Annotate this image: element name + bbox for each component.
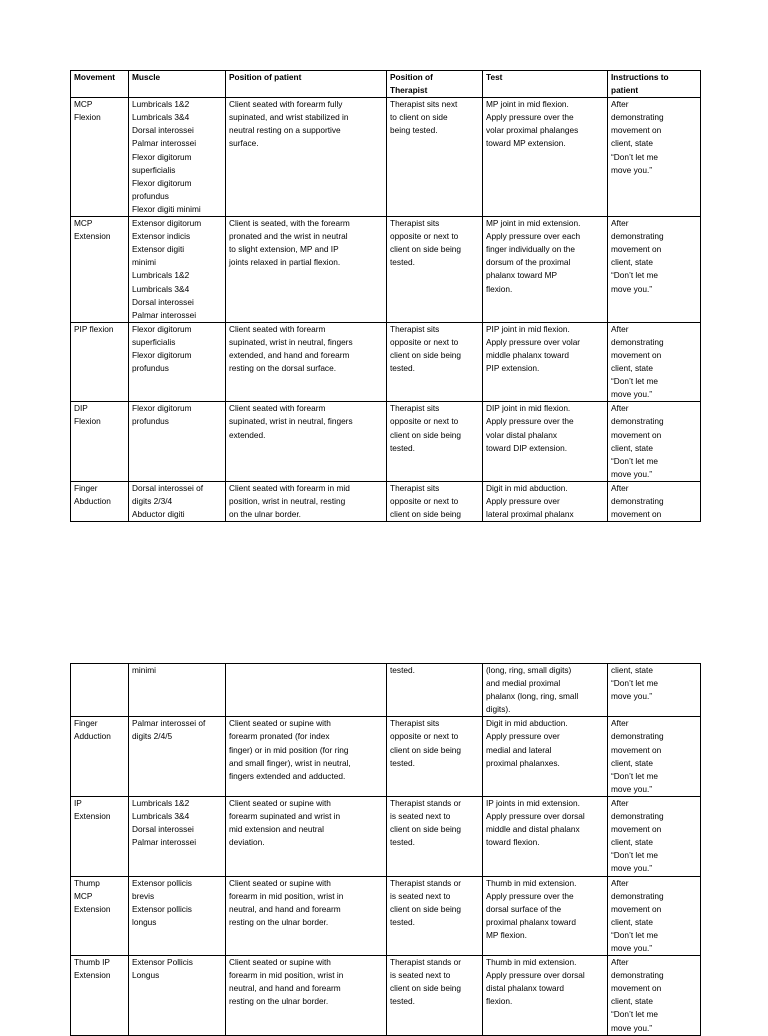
instructions-cell: After demonstrating movement on client, state “Don’t let me move you.” [608,717,701,797]
instructions-cell: client, state “Don’t let me move you.” [608,664,701,717]
muscle-cell: Palmar interossei of digits 2/4/5 [129,717,226,797]
header-position-of-patient: Position of patient [226,71,387,98]
table-row [71,217,701,323]
table-page-2-viewport [60,655,720,1033]
instructions-cell: After demonstrating movement on client, state “Don’t let me move you.” [608,217,701,323]
muscle-cell: Dorsal interossei of digits 2/3/4 Abductor digiti [129,481,226,521]
instructions-cell: After demonstrating movement on client, state “Don’t let me move you.” [608,796,701,876]
table-row [71,402,701,482]
header-muscle: Muscle [129,71,226,98]
header-instructions-to-patient: Instructions to patient [608,71,701,98]
patient-position-cell: Client is seated, with the forearm pronated and the wrist in neutral to slight extension, MP and IP joints relaxed in partial flexion. [226,217,387,323]
therapist-position-cell: tested. [387,664,483,717]
movement-cell: Thumb IP Extension [71,956,129,1036]
table-row [71,322,701,402]
header-movement: Movement [71,71,129,98]
patient-position-cell: Client seated or supine with forearm pronated (for index finger) or in mid position (for ring and small finger), wrist in neutral, fingers extended and adducted. [226,717,387,797]
muscle-cell: minimi [129,664,226,717]
header-test: Test [483,71,608,98]
table-row [71,664,701,717]
table-header-row [71,71,701,98]
test-cell: Thumb in mid extension. Apply pressure over the dorsal surface of the proximal phalanx toward MP flexion. [483,876,608,956]
test-cell: MP joint in mid flexion. Apply pressure over the volar proximal phalanges toward MP extension. [483,98,608,217]
patient-position-cell: Client seated or supine with forearm supinated and wrist in mid extension and neutral deviation. [226,796,387,876]
test-cell: IP joints in mid extension. Apply pressure over dorsal middle and distal phalanx toward flexion. [483,796,608,876]
movement-cell: IP Extension [71,796,129,876]
instructions-cell: After demonstrating movement on client, state “Don’t let me move you.” [608,98,701,217]
patient-position-cell: Client seated with forearm supinated, wrist in neutral, fingers extended. [226,402,387,482]
movement-cell: Thump MCP Extension [71,876,129,956]
muscle-cell: Lumbricals 1&2 Lumbricals 3&4 Dorsal interossei Palmar interossei [129,796,226,876]
patient-position-cell: Client seated or supine with forearm in mid position, wrist in neutral, and hand and forearm resting on the ulnar border. [226,956,387,1036]
muscle-test-table-page-1 [70,70,701,522]
movement-cell: MCP Flexion [71,98,129,217]
instructions-cell: After demonstrating movement on client, state “Don’t let me move you.” [608,956,701,1036]
test-cell: (long, ring, small digits) and medial proximal phalanx (long, ring, small digits). [483,664,608,717]
test-cell: PIP joint in mid flexion. Apply pressure over volar middle phalanx toward PIP extension. [483,322,608,402]
instructions-cell: After demonstrating movement on [608,481,701,521]
therapist-position-cell: Therapist sits next to client on side being tested. [387,98,483,217]
instructions-cell: After demonstrating movement on client, state “Don’t let me move you.” [608,402,701,482]
header-position-of-therapist: Position of Therapist [387,71,483,98]
table-row [71,481,701,521]
muscle-cell: Extensor digitorum Extensor indicis Extensor digiti minimi Lumbricals 1&2 Lumbricals 3&4 Dorsal interossei Palmar interossei [129,217,226,323]
therapist-position-cell: Therapist sits opposite or next to client on side being tested. [387,402,483,482]
test-cell: Digit in mid abduction. Apply pressure over medial and lateral proximal phalanxes. [483,717,608,797]
movement-cell: Finger Abduction [71,481,129,521]
instructions-cell: After demonstrating movement on client, state “Don’t let me move you.” [608,876,701,956]
patient-position-cell [226,664,387,717]
therapist-position-cell: Therapist sits opposite or next to client on side being tested. [387,322,483,402]
patient-position-cell: Client seated with forearm supinated, wrist in neutral, fingers extended, and hand and forearm resting on the dorsal surface. [226,322,387,402]
movement-cell: Finger Adduction [71,717,129,797]
table-page-1-viewport [60,60,720,518]
test-cell: Digit in mid abduction. Apply pressure over lateral proximal phalanx [483,481,608,521]
table-row [71,876,701,956]
muscle-cell: Lumbricals 1&2 Lumbricals 3&4 Dorsal interossei Palmar interossei Flexor digitorum superficialis Flexor digitorum profundus Flexor digiti minimi [129,98,226,217]
muscle-cell: Extensor pollicis brevis Extensor pollicis longus [129,876,226,956]
patient-position-cell: Client seated with forearm in mid position, wrist in neutral, resting on the ulnar border. [226,481,387,521]
table-row [71,717,701,797]
therapist-position-cell: Therapist stands or is seated next to client on side being tested. [387,876,483,956]
table-row [71,796,701,876]
table-row [71,956,701,1036]
therapist-position-cell: Therapist stands or is seated next to client on side being tested. [387,956,483,1036]
patient-position-cell: Client seated with forearm fully supinated, and wrist stabilized in neutral resting on a supportive surface. [226,98,387,217]
muscle-cell: Flexor digitorum superficialis Flexor digitorum profundus [129,322,226,402]
muscle-cell: Flexor digitorum profundus [129,402,226,482]
therapist-position-cell: Therapist stands or is seated next to client on side being tested. [387,796,483,876]
table-row [71,98,701,217]
test-cell: Thumb in mid extension. Apply pressure over dorsal distal phalanx toward flexion. [483,956,608,1036]
therapist-position-cell: Therapist sits opposite or next to client on side being tested. [387,217,483,323]
therapist-position-cell: Therapist sits opposite or next to client on side being [387,481,483,521]
test-cell: DIP joint in mid flexion. Apply pressure over the volar distal phalanx toward DIP extension. [483,402,608,482]
muscle-cell: Extensor Pollicis Longus [129,956,226,1036]
therapist-position-cell: Therapist sits opposite or next to client on side being tested. [387,717,483,797]
movement-cell: MCP Extension [71,217,129,323]
movement-cell: DIP Flexion [71,402,129,482]
muscle-test-table-page-2 [70,663,701,1036]
movement-cell: PIP flexion [71,322,129,402]
test-cell: MP joint in mid extension. Apply pressure over each finger individually on the dorsum of the proximal phalanx toward MP flexion. [483,217,608,323]
instructions-cell: After demonstrating movement on client, state “Don’t let me move you.” [608,322,701,402]
movement-cell [71,664,129,717]
patient-position-cell: Client seated or supine with forearm in mid position, wrist in neutral, and hand and forearm resting on the ulnar border. [226,876,387,956]
